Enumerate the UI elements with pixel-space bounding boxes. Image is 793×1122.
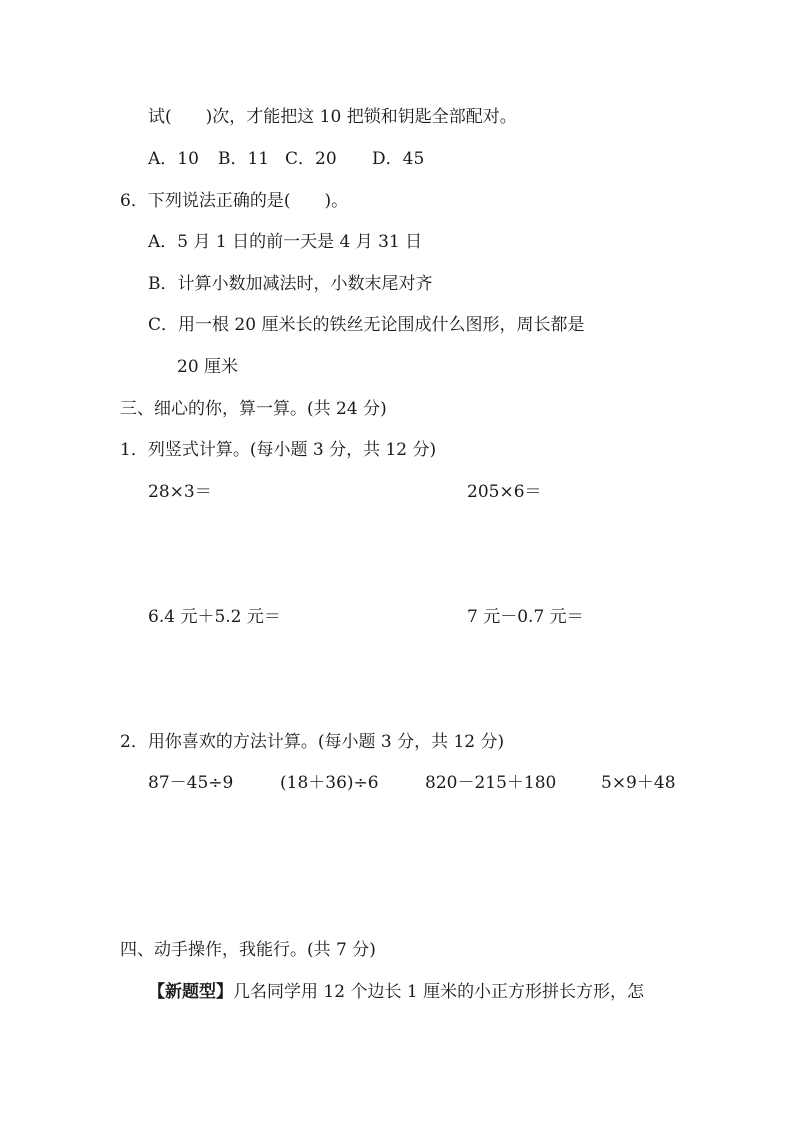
calc-expr-2: (18＋36)÷6 [280, 773, 379, 793]
section3-q1-stem: 1．列竖式计算。(每小题 3 分，共 12 分) [120, 440, 437, 460]
calc-item-2: 205×6＝ [467, 482, 542, 502]
q5-option-a[interactable]: A．10 [148, 149, 199, 169]
q5-continuation-text: 试( )次，才能把这 10 把锁和钥匙全部配对。 [148, 107, 517, 127]
q6-option-c-line2: 20 厘米 [177, 357, 239, 377]
q6-stem: 6．下列说法正确的是( )。 [120, 191, 349, 211]
section4-question [148, 981, 644, 1003]
calc-expr-3: 820－215＋180 [425, 773, 557, 793]
new-question-type-tag: 【新题型】 [148, 982, 233, 1002]
calc-item-1: 28×3＝ [148, 482, 212, 502]
section3-heading: 三、细心的你，算一算。(共 24 分) [120, 399, 387, 419]
calc-expr-1: 87－45÷9 [148, 773, 234, 793]
q5-option-c[interactable]: C．20 [285, 149, 337, 169]
calc-item-3: 6.4 元＋5.2 元＝ [148, 607, 281, 627]
q6-option-b[interactable]: B．计算小数加减法时，小数末尾对齐 [148, 274, 433, 294]
q6-option-a[interactable]: A．5 月 1 日的前一天是 4 月 31 日 [148, 232, 423, 252]
section4-question-text: 几名同学用 12 个边长 1 厘米的小正方形拼长方形，怎 [233, 982, 645, 1002]
calc-expr-4: 5×9＋48 [601, 773, 676, 793]
section4-heading: 四、动手操作，我能行。(共 7 分) [120, 940, 376, 960]
calc-item-4: 7 元－0.7 元＝ [467, 607, 584, 627]
q5-option-d[interactable]: D．45 [372, 149, 425, 169]
q5-option-b[interactable]: B．11 [218, 149, 270, 169]
section3-q2-stem: 2．用你喜欢的方法计算。(每小题 3 分，共 12 分) [120, 732, 505, 752]
q6-option-c-line1[interactable]: C．用一根 20 厘米长的铁丝无论围成什么图形，周长都是 [148, 315, 585, 335]
